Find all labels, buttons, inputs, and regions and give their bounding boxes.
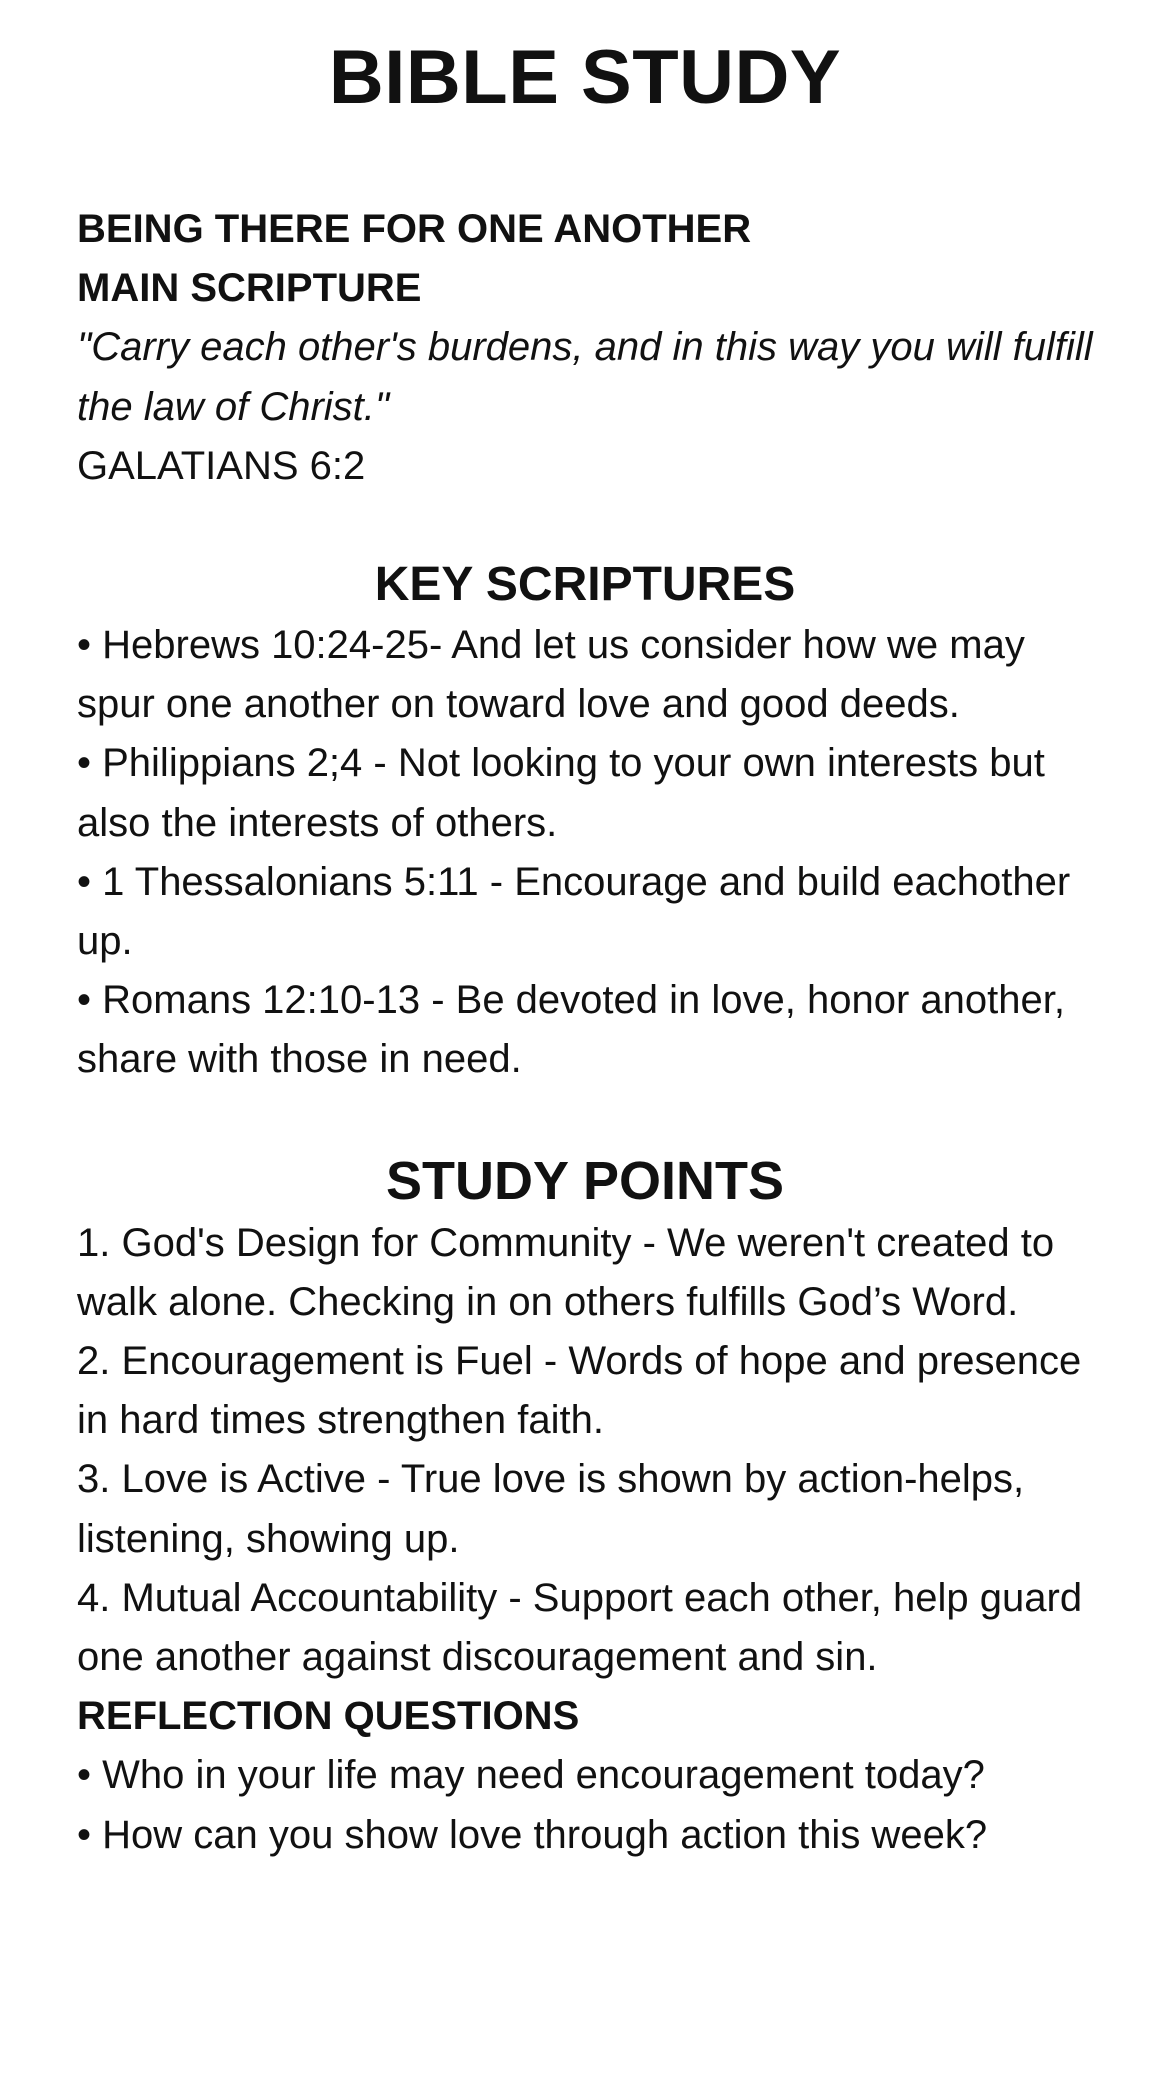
reflection-questions-heading: REFLECTION QUESTIONS bbox=[77, 1694, 580, 1739]
page-title: BIBLE STUDY bbox=[328, 35, 842, 120]
main-scripture-block bbox=[77, 200, 1093, 496]
study-points-heading: STUDY POINTS bbox=[385, 1150, 785, 1211]
study-points-list bbox=[77, 1214, 1093, 1688]
reflection-questions-list bbox=[77, 1746, 1093, 1864]
main-scripture-quote: "Carry each other's burdens, and in this way you will fulfill the law of Christ." bbox=[77, 325, 1093, 429]
topic-heading: BEING THERE FOR ONE ANOTHER bbox=[77, 207, 752, 251]
key-scriptures-list bbox=[77, 616, 1093, 1090]
key-scriptures-heading: KEY SCRIPTURES bbox=[374, 558, 796, 612]
reflection-question-item: • Who in your life may need encouragement today? bbox=[77, 1753, 985, 1798]
main-scripture-reference: GALATIANS 6:2 bbox=[77, 443, 366, 488]
study-point-item: 2. Encouragement is Fuel - Words of hope and presence in hard times strengthen faith. bbox=[77, 1339, 1082, 1443]
main-scripture-heading: MAIN SCRIPTURE bbox=[77, 266, 422, 311]
key-scripture-item: • Hebrews 10:24-25- And let us consider how we may spur one another on toward love and good deeds. bbox=[77, 623, 1025, 727]
key-scripture-item: • 1 Thessalonians 5:11 - Encourage and build eachother up. bbox=[77, 859, 1071, 964]
reflection-question-item: • How can you show love through action this week? bbox=[77, 1812, 988, 1857]
study-point-item: 3. Love is Active - True love is shown by action-helps, listening, showing up. bbox=[77, 1457, 1025, 1561]
key-scripture-item: • Romans 12:10-13 - Be devoted in love, honor another, share with those in need. bbox=[77, 978, 1065, 1082]
study-point-item: 4. Mutual Accountability - Support each other, help guard one another against discouragement and sin. bbox=[77, 1575, 1083, 1680]
study-point-item: 1. God's Design for Community - We weren't created to walk alone. Checking in on others fulfills God’s Word. bbox=[77, 1220, 1055, 1324]
key-scripture-item: • Philippians 2;4 - Not looking to your own interests but also the interests of others. bbox=[77, 741, 1045, 845]
